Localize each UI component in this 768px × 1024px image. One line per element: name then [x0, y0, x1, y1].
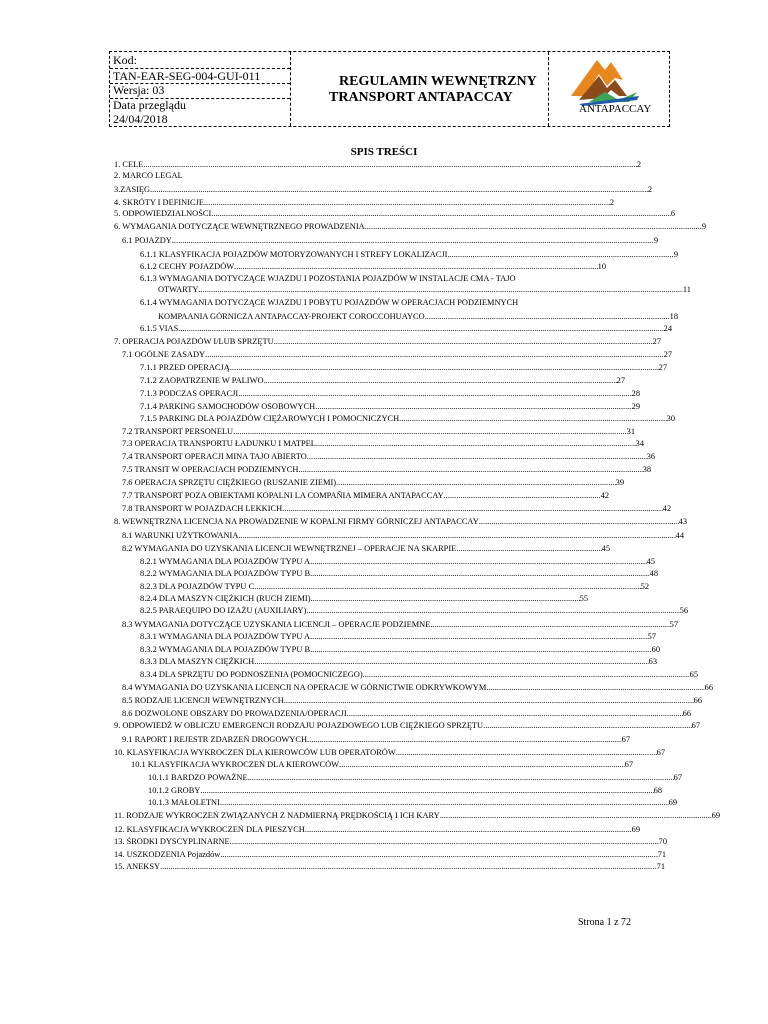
- toc-entry-page: 57: [669, 620, 678, 629]
- toc-entry[interactable]: [140, 363, 667, 373]
- toc-entry[interactable]: [122, 350, 672, 360]
- dot-leader: [430, 620, 669, 630]
- toc-entry[interactable]: [114, 721, 700, 731]
- toc-entry[interactable]: [122, 531, 684, 541]
- toc-entry-label: 7.3 OPERACJA TRANSPORTU ŁADUNKU I MATPEL: [122, 439, 316, 448]
- toc-entry-page: 10: [597, 262, 606, 271]
- toc-entry[interactable]: [158, 312, 678, 322]
- toc-entry[interactable]: [122, 696, 702, 706]
- toc-entry-label: 8.2.3 DLA POJAZDÓW TYPU C: [140, 582, 255, 591]
- toc-entry[interactable]: [140, 376, 625, 386]
- dot-leader: [198, 285, 682, 295]
- toc-entry-label: 6.1.1 KLASYFIKACJA POJAZDÓW MOTORYZOWANYCH I STREFY LOKALIZACJI: [140, 250, 448, 259]
- toc-entry[interactable]: [114, 825, 640, 835]
- toc-title: SPIS TREŚCI: [350, 146, 418, 158]
- dot-leader: [336, 478, 616, 488]
- toc-entry[interactable]: [122, 465, 651, 475]
- toc-entry-page: 66: [704, 683, 713, 692]
- toc-entry-label: 8.3.2 WYMAGANIA DLA POJAZDÓW TYPU B: [140, 645, 311, 654]
- dot-leader: [425, 312, 670, 322]
- toc-entry-label: 7.1.5 PARKING DLA POJAZDÓW CIĘŻAROWYCH I POMOCNICZYCH: [140, 414, 400, 423]
- toc-entry-label: 7.4 TRANSPORT OPERACJI MINA TAJO ABIERTO: [122, 452, 307, 461]
- dot-leader: [220, 798, 669, 808]
- toc-entry-page: 52: [640, 582, 649, 591]
- toc-entry-page: 11: [682, 285, 691, 294]
- toc-entry[interactable]: [114, 209, 675, 219]
- toc-entry-label: 6.1.5 VIAS: [140, 324, 179, 333]
- toc-entry-page: 24: [663, 324, 672, 333]
- toc-entry-page: 43: [678, 517, 687, 526]
- toc-entry[interactable]: [140, 606, 688, 616]
- toc-entry-page: 71: [656, 862, 665, 871]
- toc-entry[interactable]: [140, 594, 588, 604]
- toc-entry-label: 3.ZASIĘG: [114, 185, 151, 194]
- dot-leader: [310, 557, 647, 567]
- toc-entry-page: 42: [600, 491, 609, 500]
- toc-entry-label: 12. KLASYFIKACJA WYKROCZEŃ DLA PIESZYCH: [114, 825, 305, 834]
- toc-entry[interactable]: [140, 657, 657, 667]
- toc-entry-page: 57: [647, 632, 656, 641]
- toc-entry[interactable]: [122, 478, 624, 488]
- dot-leader: [311, 594, 580, 604]
- toc-entry-page: 48: [649, 569, 658, 578]
- toc-entry-label: 1. CELE: [114, 160, 144, 169]
- toc-entry[interactable]: [122, 452, 655, 462]
- toc-entry-label: 8.3.1 WYMAGANIA DLA POJAZDÓW TYPU A: [140, 632, 311, 641]
- dot-leader: [230, 837, 659, 847]
- dot-leader: [444, 491, 601, 501]
- dot-leader: [365, 222, 702, 232]
- toc-entry-label: 4. SKRÓTY I DEFINICJE: [114, 198, 204, 207]
- dot-leader: [160, 862, 657, 872]
- toc-entry[interactable]: [140, 645, 660, 655]
- toc-entry-page: 56: [679, 606, 688, 615]
- toc-entry[interactable]: [148, 798, 677, 808]
- toc-entry-page: 68: [653, 786, 662, 795]
- toc-entry-page: 44: [675, 531, 684, 540]
- toc-entry-page: 18: [669, 312, 678, 321]
- toc-entry[interactable]: [122, 544, 610, 554]
- toc-entry-page: 66: [693, 696, 702, 705]
- toc-entry-label: OTWARTY: [158, 285, 199, 294]
- document-code: TAN-EAR-SEG-004-GUI-011: [113, 69, 261, 83]
- dot-leader: [248, 773, 674, 783]
- dot-leader: [172, 236, 654, 246]
- toc-entry-label: 5. ODPOWIEDZIALNOŚCI: [114, 209, 212, 218]
- toc-entry-label: 7.1.3 PODCZAS OPERACJI: [140, 389, 239, 398]
- toc-entry-label: 8.1 WARUNKI UŻYTKOWANIA: [122, 531, 239, 540]
- toc-entry[interactable]: [140, 402, 640, 412]
- logo-wordmark: ANTAPACCAY: [579, 103, 652, 115]
- dot-leader: [363, 670, 690, 680]
- document-version: Wersja: 03: [113, 83, 165, 97]
- toc-entry-label: 8.2.1 WYMAGANIA DLA POJAZDÓW TYPU A: [140, 557, 311, 566]
- dot-leader: [211, 209, 671, 219]
- dot-leader: [220, 850, 657, 860]
- dot-leader: [440, 811, 712, 821]
- dot-leader: [310, 632, 648, 642]
- toc-entry-page: 69: [631, 825, 640, 834]
- toc-entry[interactable]: [140, 670, 698, 680]
- dot-leader: [282, 504, 663, 514]
- toc-entry-label: 9. ODPOWIEDŹ W OBLICZU EMERGENCJI RODZAJU POJAZDOWEGO LUB CIĘŻKIEGO SPRZĘTU: [114, 721, 484, 730]
- toc-entry-label: 15. ANEKSY: [114, 862, 161, 871]
- dot-leader: [399, 414, 666, 424]
- dot-leader: [143, 160, 637, 170]
- toc-entry-label: 8.3.4 DLA SPRZĘTU DO PODNOSZENIA (POMOCNICZEGO): [140, 670, 363, 679]
- toc-entry[interactable]: [122, 683, 713, 693]
- dot-leader: [238, 531, 675, 541]
- toc-entry-label: 8.3 WYMAGANIA DOTYCZĄCE UZYSKANIA LICENCJI – OPERACJE PODZIEMNE: [122, 620, 431, 629]
- toc-entry-label: 7.6 OPERACJA SPRZĘTU CIĘŻKIEGO (RUSZANIE ZIEMI): [122, 478, 337, 487]
- dot-leader: [483, 721, 692, 731]
- dot-leader: [274, 337, 653, 347]
- toc-entry[interactable]: [114, 171, 183, 181]
- title-line-2: TRANSPORT ANTAPACCAY: [329, 90, 513, 105]
- toc-entry-label: 6.1.2 CECHY POJAZDÓW: [140, 262, 235, 271]
- toc-entry[interactable]: [140, 262, 606, 272]
- toc-entry-label: 8.6 DOZWOLONE OBSZARY DO PROWADZENIA/OPERACJI: [122, 709, 347, 718]
- toc-entry[interactable]: [114, 862, 665, 872]
- dot-leader: [347, 709, 683, 719]
- dot-leader: [307, 452, 647, 462]
- toc-entry-label: 13. ŚRODKI DYSCYPLINARNE: [114, 837, 230, 846]
- toc-entry[interactable]: [140, 582, 649, 592]
- toc-entry[interactable]: [122, 236, 658, 246]
- dot-leader: [447, 250, 673, 260]
- dot-leader: [305, 825, 632, 835]
- dot-leader: [254, 582, 640, 592]
- toc-entry-label: 7.1.2 ZAOPATRZENIE W PALIWO: [140, 376, 264, 385]
- dot-leader: [234, 262, 597, 272]
- toc-entry[interactable]: [148, 786, 662, 796]
- toc-entry-page: 38: [642, 465, 651, 474]
- toc-entry-page: 67: [624, 760, 633, 769]
- toc-entry-page: 69: [711, 811, 720, 820]
- toc-entry-label: 8.5 RODZAJE LICENCJI WEWNĘTRZNYCH: [122, 696, 284, 705]
- toc-entry-label: 7.8 TRANSPORT W POJAZDACH LEKKICH: [122, 504, 283, 513]
- toc-entry-page: 36: [646, 452, 655, 461]
- toc-entry-page: 34: [635, 439, 644, 448]
- dot-leader: [200, 786, 653, 796]
- toc-entry-label: 8. WEWNĘTRZNA LICENCJA NA PROWADZENIE W KOPALNI FIRMY GÓRNICZEJ ANTAPACCAY: [114, 517, 479, 526]
- toc-entry[interactable]: [122, 709, 691, 719]
- dot-leader: [396, 748, 657, 758]
- page-number: Strona 1 z 72: [578, 917, 632, 928]
- dot-leader: [339, 760, 625, 770]
- toc-entry-page: 27: [663, 350, 672, 359]
- toc-entry-page: 31: [626, 427, 635, 436]
- toc-entry-page: 39: [615, 478, 624, 487]
- toc-entry-label: 8.2.4 DLA MASZYN CIĘŻKICH (RUCH ZIEMI): [140, 594, 311, 603]
- toc-entry-page: 27: [652, 337, 661, 346]
- toc-entry[interactable]: [114, 198, 614, 208]
- toc-entry-page: 27: [616, 376, 625, 385]
- dot-leader: [486, 683, 704, 693]
- toc-entry[interactable]: [140, 557, 655, 567]
- toc-entry[interactable]: [114, 850, 666, 860]
- review-date: 24/04/2018: [113, 112, 168, 126]
- toc-entry-label: 7.1.1 PRZED OPERACJĄ: [140, 363, 230, 372]
- dot-leader: [310, 569, 650, 579]
- dot-leader: [230, 363, 659, 373]
- title-line-1: REGULAMIN WEWNĘTRZNY: [339, 74, 537, 89]
- toc-entry[interactable]: [114, 517, 687, 527]
- dot-leader: [178, 324, 663, 334]
- toc-entry[interactable]: [122, 491, 609, 501]
- review-label: Data przeglądu: [113, 98, 186, 112]
- toc-entry-label: 7. OPERACJA POJAZDÓW I/LUB SPRZĘTU: [114, 337, 274, 346]
- toc-entry-page: 42: [662, 504, 671, 513]
- toc-entry-label: 8.2 WYMAGANIA DO UZYSKANIA LICENCJI WEWNĘTRZNEJ – OPERACJE NA SKARPIE: [122, 544, 457, 553]
- toc-entry-page: 28: [631, 389, 640, 398]
- toc-entry-label: 10.1.1 BARDZO POWAŻNE: [148, 773, 248, 782]
- toc-entry-label: 8.2.5 PARAEQUIPO DO IZAŻU (AUXILIARY): [140, 606, 307, 615]
- toc-entry-label: 7.5 TRANSIT W OPERACJACH PODZIEMNYCH: [122, 465, 299, 474]
- toc-entry-page: 55: [579, 594, 588, 603]
- toc-entry-label: 10.1.2 GROBY: [148, 786, 201, 795]
- toc-entry-label: 14. USZKODZENIA Pojazdów: [114, 850, 221, 859]
- toc-entry-page: 27: [658, 363, 667, 372]
- toc-entry-page: 70: [658, 837, 667, 846]
- dot-leader: [315, 402, 631, 412]
- dot-leader: [238, 389, 631, 399]
- toc-entry[interactable]: [114, 222, 706, 232]
- dot-leader: [310, 645, 652, 655]
- toc-entry-label: 8.2.2 WYMAGANIA DLA POJAZDÓW TYPU B: [140, 569, 311, 578]
- dot-leader: [306, 606, 679, 616]
- dot-leader: [233, 427, 627, 437]
- toc-entry-label: 10.1.3 MAŁOLETNI: [148, 798, 220, 807]
- dot-leader: [204, 198, 610, 208]
- toc-entry[interactable]: [122, 504, 671, 514]
- dot-leader: [205, 350, 664, 360]
- toc-entry-page: 65: [689, 670, 698, 679]
- toc-entry[interactable]: [114, 837, 667, 847]
- toc-entry-page: 2: [647, 185, 652, 194]
- dot-leader: [264, 376, 617, 386]
- toc-entry[interactable]: [122, 427, 635, 437]
- toc-entry-page: 67: [691, 721, 700, 730]
- toc-entry-page: 45: [601, 544, 610, 553]
- toc-entry-page: 9: [701, 222, 706, 231]
- toc-entry-label: 11. RODZAJE WYKROCZEŃ ZWIĄZANYCH Z NADMIERNĄ PRĘDKOŚCIĄ I ICH KARY: [114, 811, 440, 820]
- toc-entry[interactable]: [158, 285, 691, 295]
- toc-entry-page: 9: [653, 236, 658, 245]
- toc-entry[interactable]: [114, 748, 665, 758]
- toc-entry-page: 6: [670, 209, 675, 218]
- toc-entry[interactable]: [114, 811, 720, 821]
- toc-entry[interactable]: [122, 620, 678, 630]
- toc-entry-page: 71: [657, 850, 666, 859]
- toc-entry-page: 67: [673, 773, 682, 782]
- dot-leader: [150, 185, 648, 195]
- toc-entry-label: 2. MARCO LEGAL: [114, 171, 183, 180]
- toc-entry-label: 9.1 RAPORT I REJESTR ZDARZEŃ DROGOWYCH: [122, 735, 307, 744]
- toc-entry[interactable]: [140, 569, 658, 579]
- toc-entry-page: 29: [631, 402, 640, 411]
- toc-entry-label: 7.1 OGÓLNE ZASADY: [122, 350, 206, 359]
- toc-entry-label: 7.7 TRANSPORT POZA OBIEKTAMI KOPALNI LA COMPAÑIA MIMERA ANTAPACCAY: [122, 491, 444, 500]
- toc-entry-label: 6.1 POJAZDY: [122, 236, 172, 245]
- toc-entry[interactable]: [122, 439, 644, 449]
- toc-entry-page: 66: [682, 709, 691, 718]
- dot-leader: [456, 544, 601, 554]
- toc-entry[interactable]: [148, 773, 682, 783]
- toc-entry-page: 30: [666, 414, 675, 423]
- toc-entry-label: 10.1 KLASYFIKACJA WYKROCZEŃ DLA KIEROWCÓW: [131, 760, 340, 769]
- toc-entry-page: 60: [651, 645, 660, 654]
- toc-entry-page: 67: [656, 748, 665, 757]
- dot-leader: [254, 657, 648, 667]
- toc-entry[interactable]: [140, 298, 518, 308]
- toc-entry[interactable]: [140, 274, 516, 284]
- toc-entry-label: 6. WYMAGANIA DOTYCZĄCE WEWNĘTRZNEGO PROWADZENIA: [114, 222, 365, 231]
- toc-entry-label: 6.1.3 WYMAGANIA DOTYCZĄCE WJAZDU I POZOSTANIA POJAZDÓW W INSTALACJE CMA - TAJO: [140, 274, 516, 283]
- code-label: Kod:: [113, 53, 137, 67]
- toc-entry-page: 2: [636, 160, 641, 169]
- toc-entry[interactable]: [114, 337, 661, 347]
- toc-entry-label: 8.3.3 DLA MASZYN CIĘŻKICH: [140, 657, 255, 666]
- dot-leader: [479, 517, 679, 527]
- toc-entry-label: 7.1.4 PARKING SAMOCHODÓW OSOBOWYCH: [140, 402, 316, 411]
- toc-entry-page: 2: [609, 198, 614, 207]
- toc-entry-page: 67: [621, 735, 630, 744]
- toc-entry[interactable]: [131, 760, 633, 770]
- toc-entry-label: 8.4 WYMAGANIA DO UZYSKANIA LICENCJI NA OPERACJE W GÓRNICTWIE ODKRYWKOWYM: [122, 683, 487, 692]
- dot-leader: [316, 439, 636, 449]
- dot-leader: [284, 696, 694, 706]
- toc-entry[interactable]: [140, 414, 675, 424]
- toc-entry-page: 69: [668, 798, 677, 807]
- toc-entry[interactable]: [114, 185, 652, 195]
- dot-leader: [307, 735, 622, 745]
- dot-leader: [298, 465, 642, 475]
- toc-entry[interactable]: [140, 324, 672, 334]
- toc-entry[interactable]: [140, 250, 678, 260]
- toc-entry-page: 63: [648, 657, 657, 666]
- toc-entry[interactable]: [140, 632, 656, 642]
- toc-entry[interactable]: [114, 160, 641, 170]
- toc-entry-label: 6.1.4 WYMAGANIA DOTYCZĄCE WJAZDU I POBYTU POJAZDÓW W OPERACJACH PODZIEMNYCH: [140, 298, 519, 307]
- toc-entry[interactable]: [122, 735, 630, 745]
- toc-entry-label: KOMPAANIA GÓRNICZA ANTAPACCAY-PROJEKT COROCCOHUAYCO: [158, 312, 425, 321]
- toc-entry[interactable]: [140, 389, 640, 399]
- toc-entry-label: 10. KLASYFIKACJA WYKROCZEŃ DLA KIEROWCÓW LUB OPERATORÓW: [114, 748, 396, 757]
- toc-entry-label: 7.2 TRANSPORT PERSONELU: [122, 427, 234, 436]
- toc-entry-page: 9: [673, 250, 678, 259]
- toc-entry-page: 45: [646, 557, 655, 566]
